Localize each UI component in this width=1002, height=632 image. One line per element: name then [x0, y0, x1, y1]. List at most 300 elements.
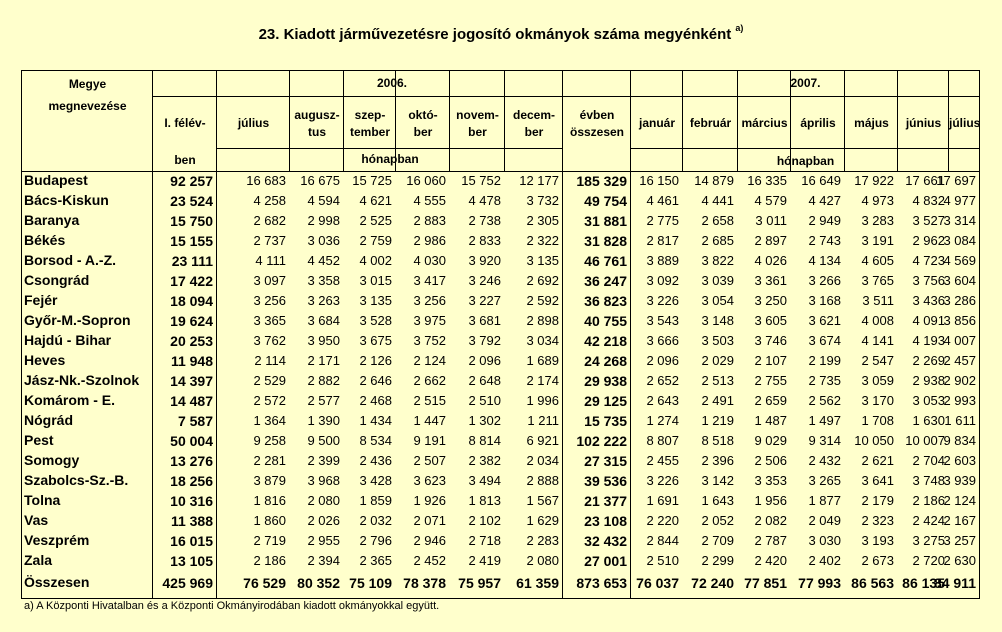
table-cell: 11 388	[170, 513, 213, 529]
table-cell: 2 949	[808, 213, 841, 228]
table-cell: 4 461	[646, 193, 679, 208]
county-name: Komárom - E.	[24, 392, 116, 408]
table-cell: 4 258	[253, 193, 286, 208]
table-cell: 2 402	[808, 553, 841, 568]
table-cell: 2 658	[701, 213, 734, 228]
row-divider	[217, 148, 563, 149]
table-cell: 1 813	[468, 493, 501, 508]
table-cell: 2 432	[808, 453, 841, 468]
table-cell: 2 124	[413, 353, 446, 368]
county-name: Szabolcs-Sz.-B.	[24, 472, 129, 488]
table-cell: 2 682	[253, 213, 286, 228]
county-name: Békés	[24, 232, 66, 248]
table-cell: 1 611	[944, 413, 976, 428]
table-cell: 3 939	[943, 473, 976, 488]
table-cell: 2 179	[861, 493, 894, 508]
table-cell: 24 268	[584, 353, 627, 369]
table-cell: 2 174	[526, 373, 559, 388]
table-cell: 3 748	[912, 473, 945, 488]
table-cell: 3 792	[468, 333, 501, 348]
table-cell: 1 302	[468, 413, 501, 428]
month-header: augusz-	[294, 108, 340, 122]
county-header: megnevezése	[48, 99, 127, 113]
table-cell: 13 105	[170, 553, 213, 569]
table-cell: 2 322	[526, 233, 559, 248]
table-cell: 10 050	[854, 433, 894, 448]
table-cell: 2 124	[943, 493, 976, 508]
total-cell: 61 359	[516, 575, 559, 591]
table-cell: 31 828	[584, 233, 627, 249]
table-cell: 8 518	[701, 433, 734, 448]
table-cell: 4 026	[754, 253, 787, 268]
table-cell: 3 053	[912, 393, 945, 408]
table-cell: 3 543	[646, 313, 679, 328]
table-cell: 3 226	[646, 473, 679, 488]
month-header: ber	[524, 125, 544, 139]
table-cell: 3 266	[808, 273, 841, 288]
table-cell: 3 265	[808, 473, 841, 488]
table-cell: 3 605	[754, 313, 787, 328]
table-cell: 3 732	[526, 193, 559, 208]
table-cell: 3 011	[755, 213, 787, 228]
table-cell: 2 436	[359, 453, 392, 468]
table-cell: 2 457	[943, 353, 976, 368]
table-cell: 3 361	[754, 273, 787, 288]
table-cell: 2 102	[468, 513, 501, 528]
table-cell: 3 358	[307, 273, 340, 288]
table-cell: 9 258	[253, 433, 286, 448]
table-cell: 3 030	[808, 533, 841, 548]
year-total-header: összesen	[569, 125, 625, 139]
table-cell: 3 822	[701, 253, 734, 268]
table-cell: 2 126	[359, 353, 392, 368]
table-cell: 2 082	[754, 513, 787, 528]
total-label: Összesen	[24, 574, 90, 590]
table-cell: 3 920	[468, 253, 501, 268]
table-cell: 1 877	[808, 493, 841, 508]
table-cell: 3 034	[526, 333, 559, 348]
table-cell: 2 525	[359, 213, 392, 228]
table-cell: 4 723	[912, 253, 945, 268]
table-cell: 3 752	[413, 333, 446, 348]
table-cell: 3 168	[808, 293, 841, 308]
table-cell: 1 487	[754, 413, 787, 428]
table-cell: 2 547	[861, 353, 894, 368]
table-cell: 1 211	[527, 413, 559, 428]
table-cell: 36 247	[584, 273, 627, 289]
total-cell: 76 529	[243, 575, 286, 591]
table-cell: 4 091	[912, 313, 945, 328]
table-cell: 3 263	[307, 293, 340, 308]
table-cell: 2 962	[912, 233, 945, 248]
table-cell: 2 323	[861, 513, 894, 528]
month-header: március	[741, 116, 788, 130]
table-cell: 2 844	[646, 533, 679, 548]
year-header-2006: 2006.	[376, 76, 408, 90]
table-cell: 2 562	[808, 393, 841, 408]
table-cell: 2 199	[808, 353, 841, 368]
table-cell: 2 659	[754, 393, 787, 408]
table-cell: 14 879	[694, 173, 734, 188]
table-cell: 3 889	[646, 253, 679, 268]
title-footnote-mark: a)	[735, 23, 744, 33]
table-cell: 3 604	[943, 273, 976, 288]
table-cell: 2 720	[912, 553, 945, 568]
table-cell: 1 447	[413, 413, 446, 428]
table-cell: 1 390	[307, 413, 340, 428]
table-cell: 2 107	[754, 353, 787, 368]
table-cell: 20 253	[170, 333, 213, 349]
county-header: Megye	[68, 77, 107, 91]
table-cell: 3 879	[253, 473, 286, 488]
table-cell: 4 141	[861, 333, 894, 348]
table-cell: 7 587	[177, 413, 213, 429]
table-cell: 4 621	[359, 193, 392, 208]
table-cell: 3 142	[701, 473, 734, 488]
table-cell: 32 432	[584, 533, 627, 549]
table-cell: 2 743	[808, 233, 841, 248]
table-cell: 3 623	[413, 473, 446, 488]
table-cell: 2 052	[701, 513, 734, 528]
table-cell: 1 708	[861, 413, 894, 428]
table-cell: 2 738	[468, 213, 501, 228]
table-cell: 4 008	[861, 313, 894, 328]
county-name: Budapest	[24, 172, 88, 188]
month-header: június	[905, 116, 942, 130]
year-total-header: évben	[579, 108, 615, 122]
total-cell: 76 037	[636, 575, 679, 591]
table-cell: 4 594	[307, 193, 340, 208]
row-divider	[631, 148, 980, 149]
month-header: január	[638, 116, 675, 130]
table-cell: 2 269	[912, 353, 945, 368]
table-cell: 29 125	[584, 393, 627, 409]
table-cell: 2 577	[307, 393, 340, 408]
total-cell: 86 135	[902, 575, 945, 591]
table-cell: 16 649	[801, 173, 841, 188]
table-cell: 2 510	[646, 553, 679, 568]
table-cell: 3 257	[943, 533, 976, 548]
table-cell: 2 080	[307, 493, 340, 508]
table-cell: 2 220	[646, 513, 679, 528]
table-cell: 16 060	[406, 173, 446, 188]
table-cell: 3 765	[861, 273, 894, 288]
table-cell: 3 135	[359, 293, 392, 308]
table-cell: 16 150	[639, 173, 679, 188]
table-cell: 39 536	[584, 473, 627, 489]
table-cell: 2 080	[526, 553, 559, 568]
table-cell: 4 977	[943, 193, 976, 208]
table-cell: 17 661	[905, 173, 945, 188]
table-cell: 2 643	[646, 393, 679, 408]
table-cell: 2 171	[307, 353, 340, 368]
table-cell: 3 621	[808, 313, 841, 328]
table-cell: 19 624	[170, 313, 213, 329]
month-header: tus	[308, 125, 326, 139]
month-header: decem-	[512, 108, 556, 122]
table-cell: 2 420	[754, 553, 787, 568]
table-cell: 2 883	[413, 213, 446, 228]
table-cell: 3 968	[307, 473, 340, 488]
column-divider	[152, 71, 153, 598]
table-cell: 3 135	[526, 253, 559, 268]
table-cell: 8 814	[468, 433, 501, 448]
table-cell: 13 276	[170, 453, 213, 469]
table-cell: 2 419	[468, 553, 501, 568]
month-header: ber	[413, 125, 433, 139]
table-cell: 2 833	[468, 233, 501, 248]
table-cell: 2 685	[701, 233, 734, 248]
table-cell: 4 555	[413, 193, 446, 208]
table-cell: 21 377	[584, 493, 627, 509]
halfyear-header: ben	[174, 153, 196, 167]
table-cell: 2 186	[253, 553, 286, 568]
table-cell: 1 630	[912, 413, 945, 428]
table-cell: 4 478	[468, 193, 501, 208]
table-cell: 3 314	[943, 213, 976, 228]
table-cell: 4 605	[861, 253, 894, 268]
table-cell: 3 015	[359, 273, 392, 288]
table-cell: 9 029	[754, 433, 787, 448]
table-cell: 1 860	[253, 513, 286, 528]
total-cell: 75 957	[458, 575, 501, 591]
total-cell: 75 109	[349, 575, 392, 591]
table-cell: 1 956	[754, 493, 787, 508]
table-cell: 2 424	[912, 513, 945, 528]
month-unit-header: hónapban	[361, 152, 419, 166]
table-cell: 9 314	[808, 433, 841, 448]
table-cell: 3 148	[701, 313, 734, 328]
table-cell: 3 286	[943, 293, 976, 308]
total-cell: 86 563	[851, 575, 894, 591]
table-cell: 3 950	[307, 333, 340, 348]
table-cell: 3 054	[701, 293, 734, 308]
table-cell: 2 775	[646, 213, 679, 228]
table-cell: 3 191	[861, 233, 894, 248]
table-cell: 2 621	[861, 453, 894, 468]
county-name: Pest	[24, 432, 54, 448]
county-name: Vas	[24, 512, 49, 528]
table-cell: 2 515	[413, 393, 446, 408]
table-cell: 3 746	[754, 333, 787, 348]
table-cell: 2 032	[359, 513, 392, 528]
table-cell: 15 750	[170, 213, 213, 229]
table-cell: 3 681	[468, 313, 501, 328]
table-cell: 1 434	[359, 413, 392, 428]
table-cell: 18 256	[170, 473, 213, 489]
table-cell: 4 427	[808, 193, 841, 208]
table-cell: 3 436	[912, 293, 945, 308]
table-cell: 2 399	[307, 453, 340, 468]
month-header: szep-	[354, 108, 386, 122]
table-cell: 1 629	[526, 513, 559, 528]
table-cell: 4 193	[912, 333, 945, 348]
table-cell: 2 305	[526, 213, 559, 228]
table-cell: 3 059	[861, 373, 894, 388]
county-name: Győr-M.-Sopron	[24, 312, 131, 328]
table-cell: 4 441	[701, 193, 734, 208]
table-cell: 2 049	[808, 513, 841, 528]
table-cell: 17 922	[854, 173, 894, 188]
table-cell: 16 675	[300, 173, 340, 188]
table-cell: 4 002	[359, 253, 392, 268]
month-header: május	[854, 116, 889, 130]
table-cell: 27 315	[584, 453, 627, 469]
table-cell: 3 092	[646, 273, 679, 288]
table-cell: 46 761	[584, 253, 627, 269]
table-cell: 4 030	[413, 253, 446, 268]
table-cell: 3 684	[307, 313, 340, 328]
table-cell: 49 754	[584, 193, 627, 209]
table-cell: 36 823	[584, 293, 627, 309]
table-cell: 27 001	[584, 553, 627, 569]
statistics-table	[21, 70, 980, 599]
table-cell: 3 528	[359, 313, 392, 328]
table-cell: 2 026	[307, 513, 340, 528]
table-cell: 17 422	[170, 273, 213, 289]
table-cell: 2 993	[943, 393, 976, 408]
table-cell: 2 281	[253, 453, 286, 468]
table-cell: 4 452	[307, 253, 340, 268]
table-cell: 1 219	[701, 413, 734, 428]
table-cell: 2 510	[468, 393, 501, 408]
total-cell: 84 911	[933, 575, 976, 591]
table-cell: 2 897	[754, 233, 787, 248]
total-cell: 72 240	[691, 575, 734, 591]
table-cell: 2 759	[359, 233, 392, 248]
table-cell: 2 096	[468, 353, 501, 368]
table-cell: 3 227	[468, 293, 501, 308]
table-cell: 1 691	[646, 493, 679, 508]
table-cell: 3 494	[468, 473, 501, 488]
table-cell: 4 832	[912, 193, 945, 208]
table-cell: 3 666	[646, 333, 679, 348]
table-cell: 42 218	[584, 333, 627, 349]
table-cell: 4 973	[861, 193, 894, 208]
table-cell: 4 007	[943, 333, 976, 348]
county-name: Heves	[24, 352, 66, 368]
table-cell: 4 579	[754, 193, 787, 208]
total-cell: 77 993	[798, 575, 841, 591]
table-cell: 3 226	[646, 293, 679, 308]
table-cell: 3 417	[413, 273, 446, 288]
table-cell: 8 807	[646, 433, 679, 448]
table-cell: 1 274	[646, 413, 679, 428]
table-cell: 1 364	[253, 413, 286, 428]
table-cell: 4 111	[255, 253, 286, 268]
month-header: tember	[349, 125, 390, 139]
table-cell: 2 938	[912, 373, 945, 388]
table-cell: 2 888	[526, 473, 559, 488]
total-cell: 873 653	[576, 575, 627, 591]
table-cell: 2 709	[701, 533, 734, 548]
table-cell: 2 755	[754, 373, 787, 388]
table-cell: 8 534	[359, 433, 392, 448]
table-cell: 9 191	[413, 433, 446, 448]
county-name: Veszprém	[24, 532, 90, 548]
table-cell: 2 898	[526, 313, 559, 328]
month-header: novem-	[456, 108, 499, 122]
table-cell: 15 752	[461, 173, 501, 188]
table-cell: 14 397	[170, 373, 213, 389]
year-header-2007: 2007.	[790, 76, 821, 90]
table-cell: 2 902	[943, 373, 976, 388]
county-name: Fejér	[24, 292, 58, 308]
table-cell: 3 084	[943, 233, 976, 248]
table-cell: 2 529	[253, 373, 286, 388]
table-cell: 3 756	[912, 273, 945, 288]
table-cell: 9 500	[307, 433, 340, 448]
table-cell: 1 996	[526, 393, 559, 408]
table-cell: 2 506	[754, 453, 787, 468]
total-cell: 425 969	[162, 575, 213, 591]
table-cell: 2 455	[646, 453, 679, 468]
table-cell: 16 335	[747, 173, 787, 188]
table-cell: 1 643	[701, 493, 734, 508]
table-cell: 2 394	[307, 553, 340, 568]
table-cell: 2 704	[912, 453, 945, 468]
table-cell: 2 283	[526, 533, 559, 548]
table-cell: 2 735	[808, 373, 841, 388]
table-cell: 2 468	[359, 393, 392, 408]
table-cell: 2 365	[359, 553, 392, 568]
table-cell: 2 646	[359, 373, 392, 388]
table-cell: 2 946	[413, 533, 446, 548]
table-cell: 1 859	[359, 493, 392, 508]
table-cell: 2 719	[253, 533, 286, 548]
table-cell: 3 036	[307, 233, 340, 248]
table-cell: 2 452	[413, 553, 446, 568]
table-cell: 3 511	[862, 293, 894, 308]
table-cell: 10 007	[905, 433, 945, 448]
table-cell: 1 567	[526, 493, 559, 508]
table-cell: 2 299	[701, 553, 734, 568]
table-cell: 4 569	[943, 253, 976, 268]
table-cell: 3 675	[359, 333, 392, 348]
table-cell: 3 428	[359, 473, 392, 488]
table-cell: 2 167	[943, 513, 976, 528]
table-cell: 23 111	[171, 253, 213, 269]
table-cell: 2 882	[307, 373, 340, 388]
month-header: októ-	[408, 108, 438, 122]
total-cell: 78 378	[403, 575, 446, 591]
table-cell: 2 513	[701, 373, 734, 388]
county-name: Zala	[24, 552, 53, 568]
table-cell: 3 975	[413, 313, 446, 328]
table-cell: 1 497	[808, 413, 841, 428]
table-cell: 2 998	[307, 213, 340, 228]
table-cell: 3 283	[861, 213, 894, 228]
table-cell: 3 246	[468, 273, 501, 288]
county-name: Nógrád	[24, 412, 73, 428]
table-cell: 11 948	[170, 353, 213, 369]
table-cell: 29 938	[584, 373, 627, 389]
table-cell: 23 524	[170, 193, 213, 209]
table-cell: 4 134	[808, 253, 841, 268]
table-cell: 2 955	[307, 533, 340, 548]
table-cell: 2 787	[754, 533, 787, 548]
county-name: Baranya	[24, 212, 80, 228]
column-divider	[630, 71, 631, 598]
table-cell: 2 662	[413, 373, 446, 388]
table-cell: 1 689	[526, 353, 559, 368]
month-unit-header: hónapban	[776, 154, 835, 168]
table-cell: 12 177	[519, 173, 559, 188]
table-cell: 3 503	[701, 333, 734, 348]
row-divider	[22, 171, 980, 172]
county-name: Bács-Kiskun	[24, 192, 109, 208]
table-cell: 3 856	[943, 313, 976, 328]
